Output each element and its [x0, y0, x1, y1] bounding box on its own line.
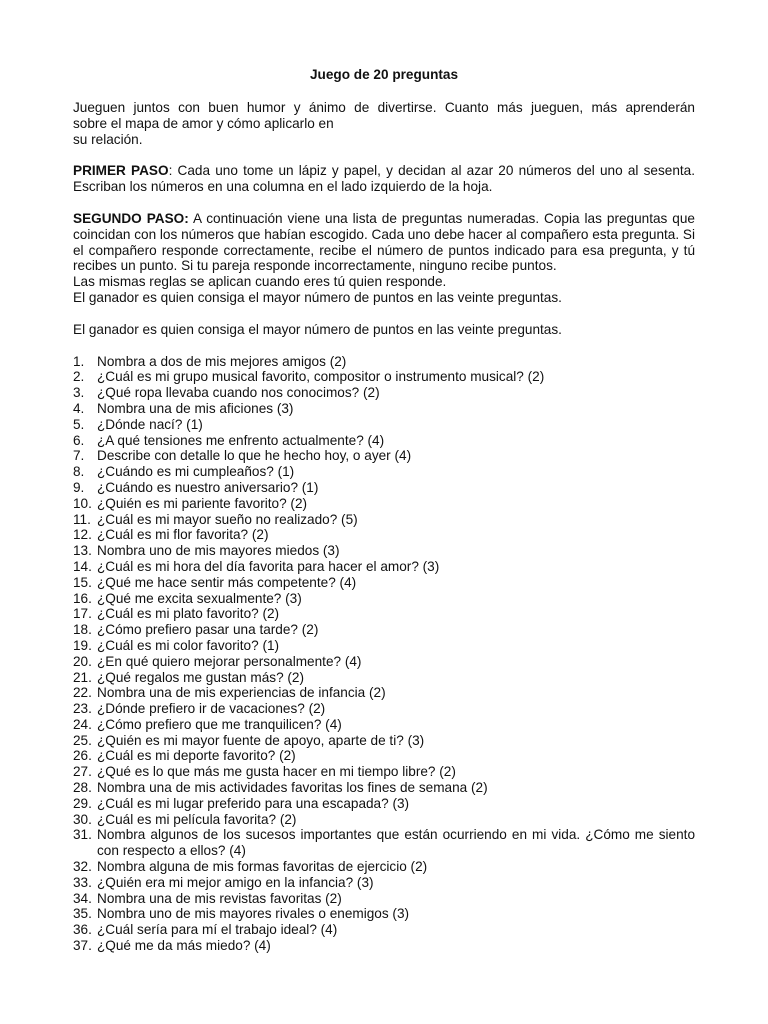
question-number: 12.: [73, 527, 92, 543]
question-number: 5.: [73, 416, 85, 432]
question-number: 3.: [73, 385, 85, 401]
question-item: [73, 670, 695, 686]
question-text: Nombra una de mis experiencias de infancia (2): [97, 685, 386, 701]
step-2-rules: Las mismas reglas se aplican cuando eres tú quien responde.: [73, 274, 447, 290]
question-number: 32.: [73, 859, 92, 875]
question-number: 35.: [73, 906, 92, 922]
question-item: [73, 464, 695, 480]
question-text: ¿Qué regalos me gustan más? (2): [97, 669, 305, 685]
question-item: [73, 780, 695, 796]
question-item: [73, 480, 695, 496]
intro-paragraph: [73, 100, 695, 147]
question-text: Nombra alguna de mis formas favoritas de ejercicio (2): [97, 859, 428, 875]
question-item: [73, 906, 695, 922]
question-item: [73, 369, 695, 385]
question-number: 33.: [73, 874, 92, 890]
question-text: ¿Cuándo es nuestro aniversario? (1): [97, 479, 319, 495]
question-text: ¿Cuál sería para mí el trabajo ideal? (4): [97, 922, 338, 938]
question-text: ¿Cuál es mi grupo musical favorito, compositor o instrumento musical? (2): [97, 369, 545, 385]
question-number: 1.: [73, 353, 85, 369]
question-item: [73, 796, 695, 812]
question-number: 28.: [73, 780, 92, 796]
question-item: [73, 622, 695, 638]
question-number: 25.: [73, 732, 92, 748]
question-number: 21.: [73, 669, 92, 685]
question-text: Nombra una de mis revistas favoritas (2): [97, 890, 342, 906]
question-number: 19.: [73, 637, 92, 653]
step-2-label: SEGUNDO PASO:: [73, 210, 189, 226]
question-text: ¿A qué tensiones me enfrento actualmente? (4): [97, 432, 385, 448]
step-2-winner: El ganador es quien consiga el mayor número de puntos en las veinte preguntas.: [73, 289, 562, 305]
question-number: 34.: [73, 890, 92, 906]
question-number: 15.: [73, 574, 92, 590]
document-page: [73, 67, 695, 954]
question-text: ¿Cuál es mi mayor sueño no realizado? (5): [97, 511, 358, 527]
question-item: [73, 543, 695, 559]
question-text: ¿Qué ropa llevaba cuando nos conocimos? (2): [97, 385, 380, 401]
question-number: 22.: [73, 685, 92, 701]
question-number: 9.: [73, 479, 85, 495]
question-item: [73, 354, 695, 370]
step-1-paragraph: [73, 163, 695, 195]
question-item: [73, 638, 695, 654]
question-number: 18.: [73, 622, 92, 638]
step-2-paragraph: [73, 211, 695, 274]
intro-line-1: Jueguen juntos con buen humor y ánimo de divertirse. Cuanto más jueguen, más aprenderán: [73, 100, 695, 115]
question-item: [73, 606, 695, 622]
question-text: Nombra a dos de mis mejores amigos (2): [97, 353, 347, 369]
question-item: [73, 496, 695, 512]
question-text: ¿Cuál es mi lugar preferido para una escapada? (3): [97, 795, 410, 811]
question-item: [73, 717, 695, 733]
question-text: Nombra uno de mis mayores rivales o enemigos (3): [97, 906, 410, 922]
question-item: [73, 685, 695, 701]
question-text: ¿Qué me da más miedo? (4): [97, 938, 271, 954]
intro-line-3: su relación.: [73, 131, 143, 147]
question-number: 27.: [73, 764, 92, 780]
question-text: ¿Cómo prefiero que me tranquilicen? (4): [97, 716, 342, 732]
question-text: ¿Cuál es mi deporte favorito? (2): [97, 748, 296, 764]
question-text: ¿Cómo prefiero pasar una tarde? (2): [97, 622, 319, 638]
question-item: [73, 938, 695, 954]
question-number: 13.: [73, 543, 92, 559]
question-number: 8.: [73, 464, 85, 480]
question-number: 11.: [73, 511, 91, 527]
question-text: ¿Cuál es mi hora del día favorita para hacer el amor? (3): [97, 558, 440, 574]
question-item: [73, 527, 695, 543]
question-text: Nombra algunos de los sucesos importantes que están ocurriendo en mi vida. ¿Cómo me siento con respecto a ellos? (4): [97, 827, 695, 859]
question-number: 2.: [73, 369, 85, 385]
question-text: ¿Quién es mi mayor fuente de apoyo, aparte de ti? (3): [97, 732, 425, 748]
question-item: [73, 433, 695, 449]
question-list: [73, 354, 695, 954]
question-item: [73, 559, 695, 575]
question-text: ¿Cuándo es mi cumpleaños? (1): [97, 464, 295, 480]
question-item: [73, 417, 695, 433]
question-item: [73, 448, 695, 464]
question-text: ¿Qué es lo que más me gusta hacer en mi tiempo libre? (2): [97, 764, 456, 780]
question-number: 24.: [73, 716, 92, 732]
step-1-text: : Cada uno tome un lápiz y papel, y decidan al azar 20 números del uno al sesenta. Escriban los números en una columna en el lado izquierdo de la hoja.: [73, 163, 696, 195]
question-item: [73, 827, 695, 859]
question-text: Nombra una de mis actividades favoritas los fines de semana (2): [97, 780, 488, 796]
question-text: ¿Qué me excita sexualmente? (3): [97, 590, 302, 606]
question-text: ¿Cuál es mi plato favorito? (2): [97, 606, 280, 622]
question-item: [73, 591, 695, 607]
question-item: [73, 922, 695, 938]
question-number: 31.: [73, 827, 92, 843]
question-text: ¿Cuál es mi película favorita? (2): [97, 811, 297, 827]
question-item: [73, 512, 695, 528]
question-item: [73, 812, 695, 828]
question-item: [73, 401, 695, 417]
question-number: 4.: [73, 400, 85, 416]
question-text: ¿Dónde nací? (1): [97, 416, 203, 432]
question-number: 23.: [73, 701, 92, 717]
question-item: [73, 748, 695, 764]
question-item: [73, 891, 695, 907]
question-number: 10.: [73, 495, 92, 511]
question-text: ¿En qué quiero mejorar personalmente? (4): [97, 653, 362, 669]
question-item: [73, 385, 695, 401]
question-number: 29.: [73, 795, 92, 811]
question-text: ¿Quién es mi pariente favorito? (2): [97, 495, 308, 511]
question-number: 26.: [73, 748, 92, 764]
question-number: 6.: [73, 432, 85, 448]
question-item: [73, 733, 695, 749]
question-text: Nombra uno de mis mayores miedos (3): [97, 543, 340, 559]
question-text: ¿Cuál es mi flor favorita? (2): [97, 527, 269, 543]
question-number: 20.: [73, 653, 92, 669]
question-item: [73, 654, 695, 670]
intro-line-2: sobre el mapa de amor y cómo aplicarlo en: [73, 115, 334, 131]
question-item: [73, 701, 695, 717]
question-number: 14.: [73, 558, 92, 574]
question-text: Nombra una de mis aficiones (3): [97, 400, 294, 416]
question-text: ¿Quién era mi mejor amigo en la infancia? (3): [97, 874, 374, 890]
document-title: Juego de 20 preguntas: [309, 67, 459, 82]
question-number: 16.: [73, 590, 92, 606]
question-item: [73, 575, 695, 591]
question-text: ¿Qué me hace sentir más competente? (4): [97, 574, 357, 590]
question-item: [73, 859, 695, 875]
question-text: ¿Dónde prefiero ir de vacaciones? (2): [97, 701, 326, 717]
winner-paragraph: El ganador es quien consiga el mayor número de puntos en las veinte preguntas.: [73, 321, 562, 337]
question-number: 7.: [73, 448, 85, 464]
question-item: [73, 875, 695, 891]
question-number: 37.: [73, 938, 92, 954]
question-number: 17.: [73, 606, 92, 622]
question-number: 36.: [73, 922, 92, 938]
question-number: 30.: [73, 811, 92, 827]
step-2-text: A continuación viene una lista de preguntas numeradas. Copia las preguntas que coincidan con los números que habían escogido. Cada uno debe hacer al compañero esta pregunta. Si el compañero responde correctamente, recibe el número de puntos indicado para esa pregunta, y tú recibes un punto. Si tu pareja responde incorrectamente, ninguno recibe puntos.: [73, 210, 695, 274]
step-1-label: PRIMER PASO: [73, 163, 169, 179]
question-item: [73, 764, 695, 780]
question-text: ¿Cuál es mi color favorito? (1): [97, 637, 280, 653]
question-text: Describe con detalle lo que he hecho hoy, o ayer (4): [97, 448, 412, 464]
